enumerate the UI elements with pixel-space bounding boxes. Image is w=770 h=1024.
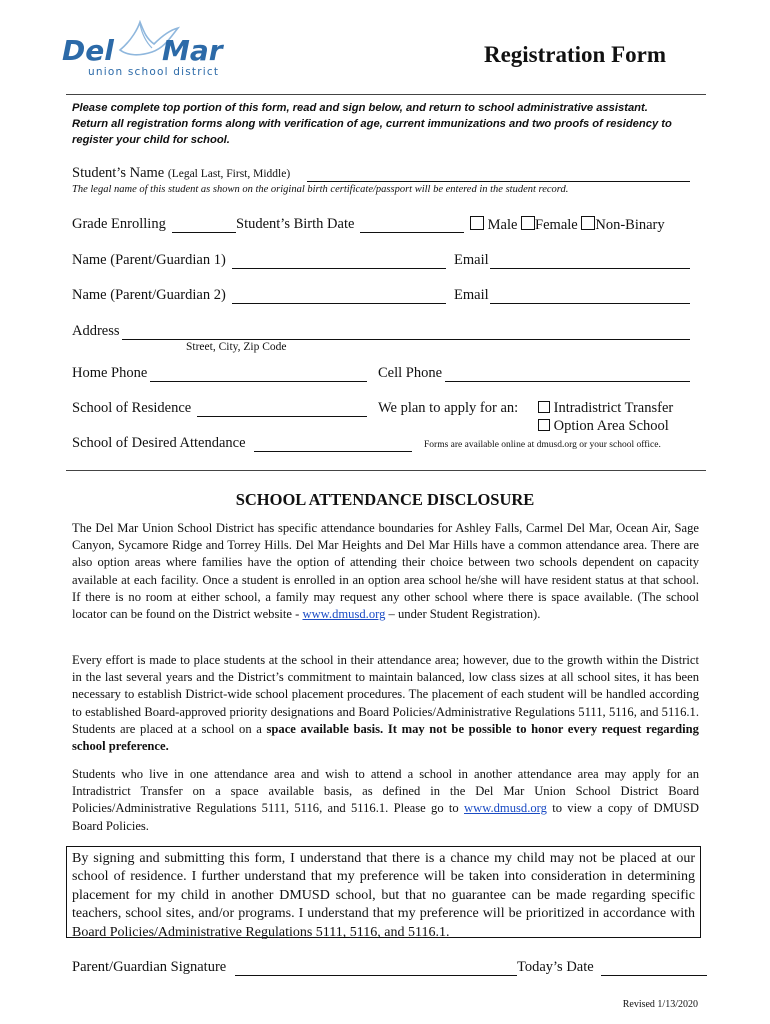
p1-text: The Del Mar Union School District has specific attendance boundaries for Ashley Falls, Carmel Del Mar, Ocean Air, Sage Canyon, Sycamore Ridge and Torrey Hills. Del Mar Heights and Del Mar Hills have a common attendance area. There are also option areas where families have the option of attending their choice between two schools dependent on capacity available at each facility. Once a student is enrolled in an option area school he/she will have resident status at that school. If there is no room at either school, a family may request any other school where there is space available. (The school locator can be found on the District website - bbox=[72, 521, 699, 622]
header-divider bbox=[66, 94, 706, 95]
p2-text: Every effort is made to place students at the school in their attendance area; however, due to the growth within the District in the last several years and the District’s commitment to maintain balanced, low class sizes at all school sites, it has been necessary to establish District-wide school placement procedures. The placement of each student will be handled according to established Board-approved priority designations and Board Policies/Administrative Regulations 5111, 5116, and 5116.1. Students are placed at a school on a bbox=[72, 653, 699, 736]
address-label: Address bbox=[72, 323, 120, 339]
parent2-email-field[interactable] bbox=[490, 303, 690, 304]
option-area-label: Option Area School bbox=[553, 418, 669, 434]
disclosure-heading: SCHOOL ATTENDANCE DISCLOSURE bbox=[235, 490, 535, 509]
gender-options bbox=[470, 216, 665, 234]
male-checkbox[interactable] bbox=[470, 216, 484, 230]
female-label: Female bbox=[535, 217, 578, 233]
district-logo bbox=[62, 20, 232, 84]
intradistrict-option bbox=[538, 400, 673, 417]
p3-text: Students who live in one attendance area and wish to attend a school in another attendance area may apply for an Intradistrict Transfer on a space available basis, as defined in the Del Mar Union School District Board Policies/Administrative Regulations 5111, 5116, and 5116.1. Please go to bbox=[72, 767, 699, 816]
signature-field[interactable] bbox=[235, 975, 517, 976]
signature-label: Parent/Guardian Signature bbox=[72, 959, 227, 975]
logo-word-right: Mar bbox=[162, 34, 223, 67]
parent2-field[interactable] bbox=[232, 303, 446, 304]
student-name-row bbox=[72, 165, 290, 182]
logo-subtitle: union school district bbox=[88, 66, 220, 78]
desired-field[interactable] bbox=[254, 451, 412, 452]
instruction-line-2: Return all registration forms along with verification of age, current immunizations and two proofs of residency to register your child for school. bbox=[72, 118, 672, 146]
instruction-line-1: Please complete top portion of this form, read and sign below, and return to school administrative assistant. bbox=[72, 102, 648, 114]
address-field[interactable] bbox=[122, 339, 690, 340]
birth-date-field[interactable] bbox=[360, 232, 464, 233]
parent1-field[interactable] bbox=[232, 268, 446, 269]
grade-field[interactable] bbox=[172, 232, 236, 233]
parent1-email-field[interactable] bbox=[490, 268, 690, 269]
cell-phone-label: Cell Phone bbox=[378, 365, 443, 381]
p2-bold: space available basis. It may not be possible to honor every request regarding school preference. bbox=[72, 721, 699, 754]
grade-label: Grade Enrolling bbox=[72, 216, 166, 232]
parent2-label: Name (Parent/Guardian 2) bbox=[72, 287, 226, 303]
date-label: Today’s Date bbox=[517, 959, 594, 975]
instructions bbox=[72, 100, 697, 148]
intradistrict-label: Intradistrict Transfer bbox=[553, 400, 674, 416]
option-area-checkbox[interactable] bbox=[538, 419, 550, 431]
intradistrict-checkbox[interactable] bbox=[538, 401, 550, 413]
student-name-note: The legal name of this student as shown on the original birth certificate/passport will be entered in the student record. bbox=[72, 184, 569, 195]
residence-label: School of Residence bbox=[72, 400, 192, 416]
residence-field[interactable] bbox=[197, 416, 367, 417]
revised-date: Revised 1/13/2020 bbox=[622, 999, 698, 1010]
parent2-email-label: Email bbox=[454, 287, 489, 303]
home-phone-label: Home Phone bbox=[72, 365, 148, 381]
male-label: Male bbox=[487, 217, 518, 233]
disclosure-paragraph-3 bbox=[72, 766, 699, 835]
p1-end: – under Student Registration). bbox=[385, 607, 541, 622]
dmusd-link-1[interactable]: www.dmusd.org bbox=[302, 607, 386, 622]
apply-label: We plan to apply for an: bbox=[378, 400, 519, 416]
disclosure-paragraph-2 bbox=[72, 652, 699, 755]
form-title: Registration Form bbox=[483, 42, 666, 67]
parent1-email-label: Email bbox=[454, 252, 489, 268]
acknowledgement-box bbox=[66, 846, 701, 938]
student-name-field[interactable] bbox=[307, 181, 690, 182]
p3-end: to view a copy of DMUSD Board Policies. bbox=[72, 801, 699, 833]
non-binary-checkbox[interactable] bbox=[581, 216, 595, 230]
address-hint: Street, City, Zip Code bbox=[186, 341, 287, 353]
student-name-hint: (Legal Last, First, Middle) bbox=[167, 168, 291, 180]
logo-word-left: Del bbox=[62, 34, 114, 67]
cell-phone-field[interactable] bbox=[445, 381, 690, 382]
forms-note: Forms are available online at dmusd.org or your school office. bbox=[424, 440, 661, 450]
home-phone-field[interactable] bbox=[150, 381, 367, 382]
date-field[interactable] bbox=[601, 975, 707, 976]
non-binary-label: Non-Binary bbox=[595, 217, 665, 233]
acknowledgement-text: By signing and submitting this form, I understand that there is a chance my child may not be placed at our school of residence. I further understand that my preference will be taken into consideration in determining placement for my child in another DMUSD school, but that no guarantee can be made regarding specific teachers, school sites, and/or programs. I understand that my preference will be prioritized in accordance with Board Policies/Administrative Regulations 5111, 5116, and 5116.1. bbox=[72, 851, 695, 940]
parent1-label: Name (Parent/Guardian 1) bbox=[72, 252, 226, 268]
section-divider bbox=[66, 470, 706, 471]
desired-label: School of Desired Attendance bbox=[72, 435, 246, 451]
dmusd-link-2[interactable]: www.dmusd.org bbox=[464, 801, 547, 816]
student-name-label: Student’s Name bbox=[72, 165, 165, 181]
option-area-option bbox=[538, 418, 669, 435]
birth-date-label: Student’s Birth Date bbox=[236, 216, 355, 232]
female-checkbox[interactable] bbox=[521, 216, 535, 230]
disclosure-paragraph-1 bbox=[72, 520, 699, 623]
